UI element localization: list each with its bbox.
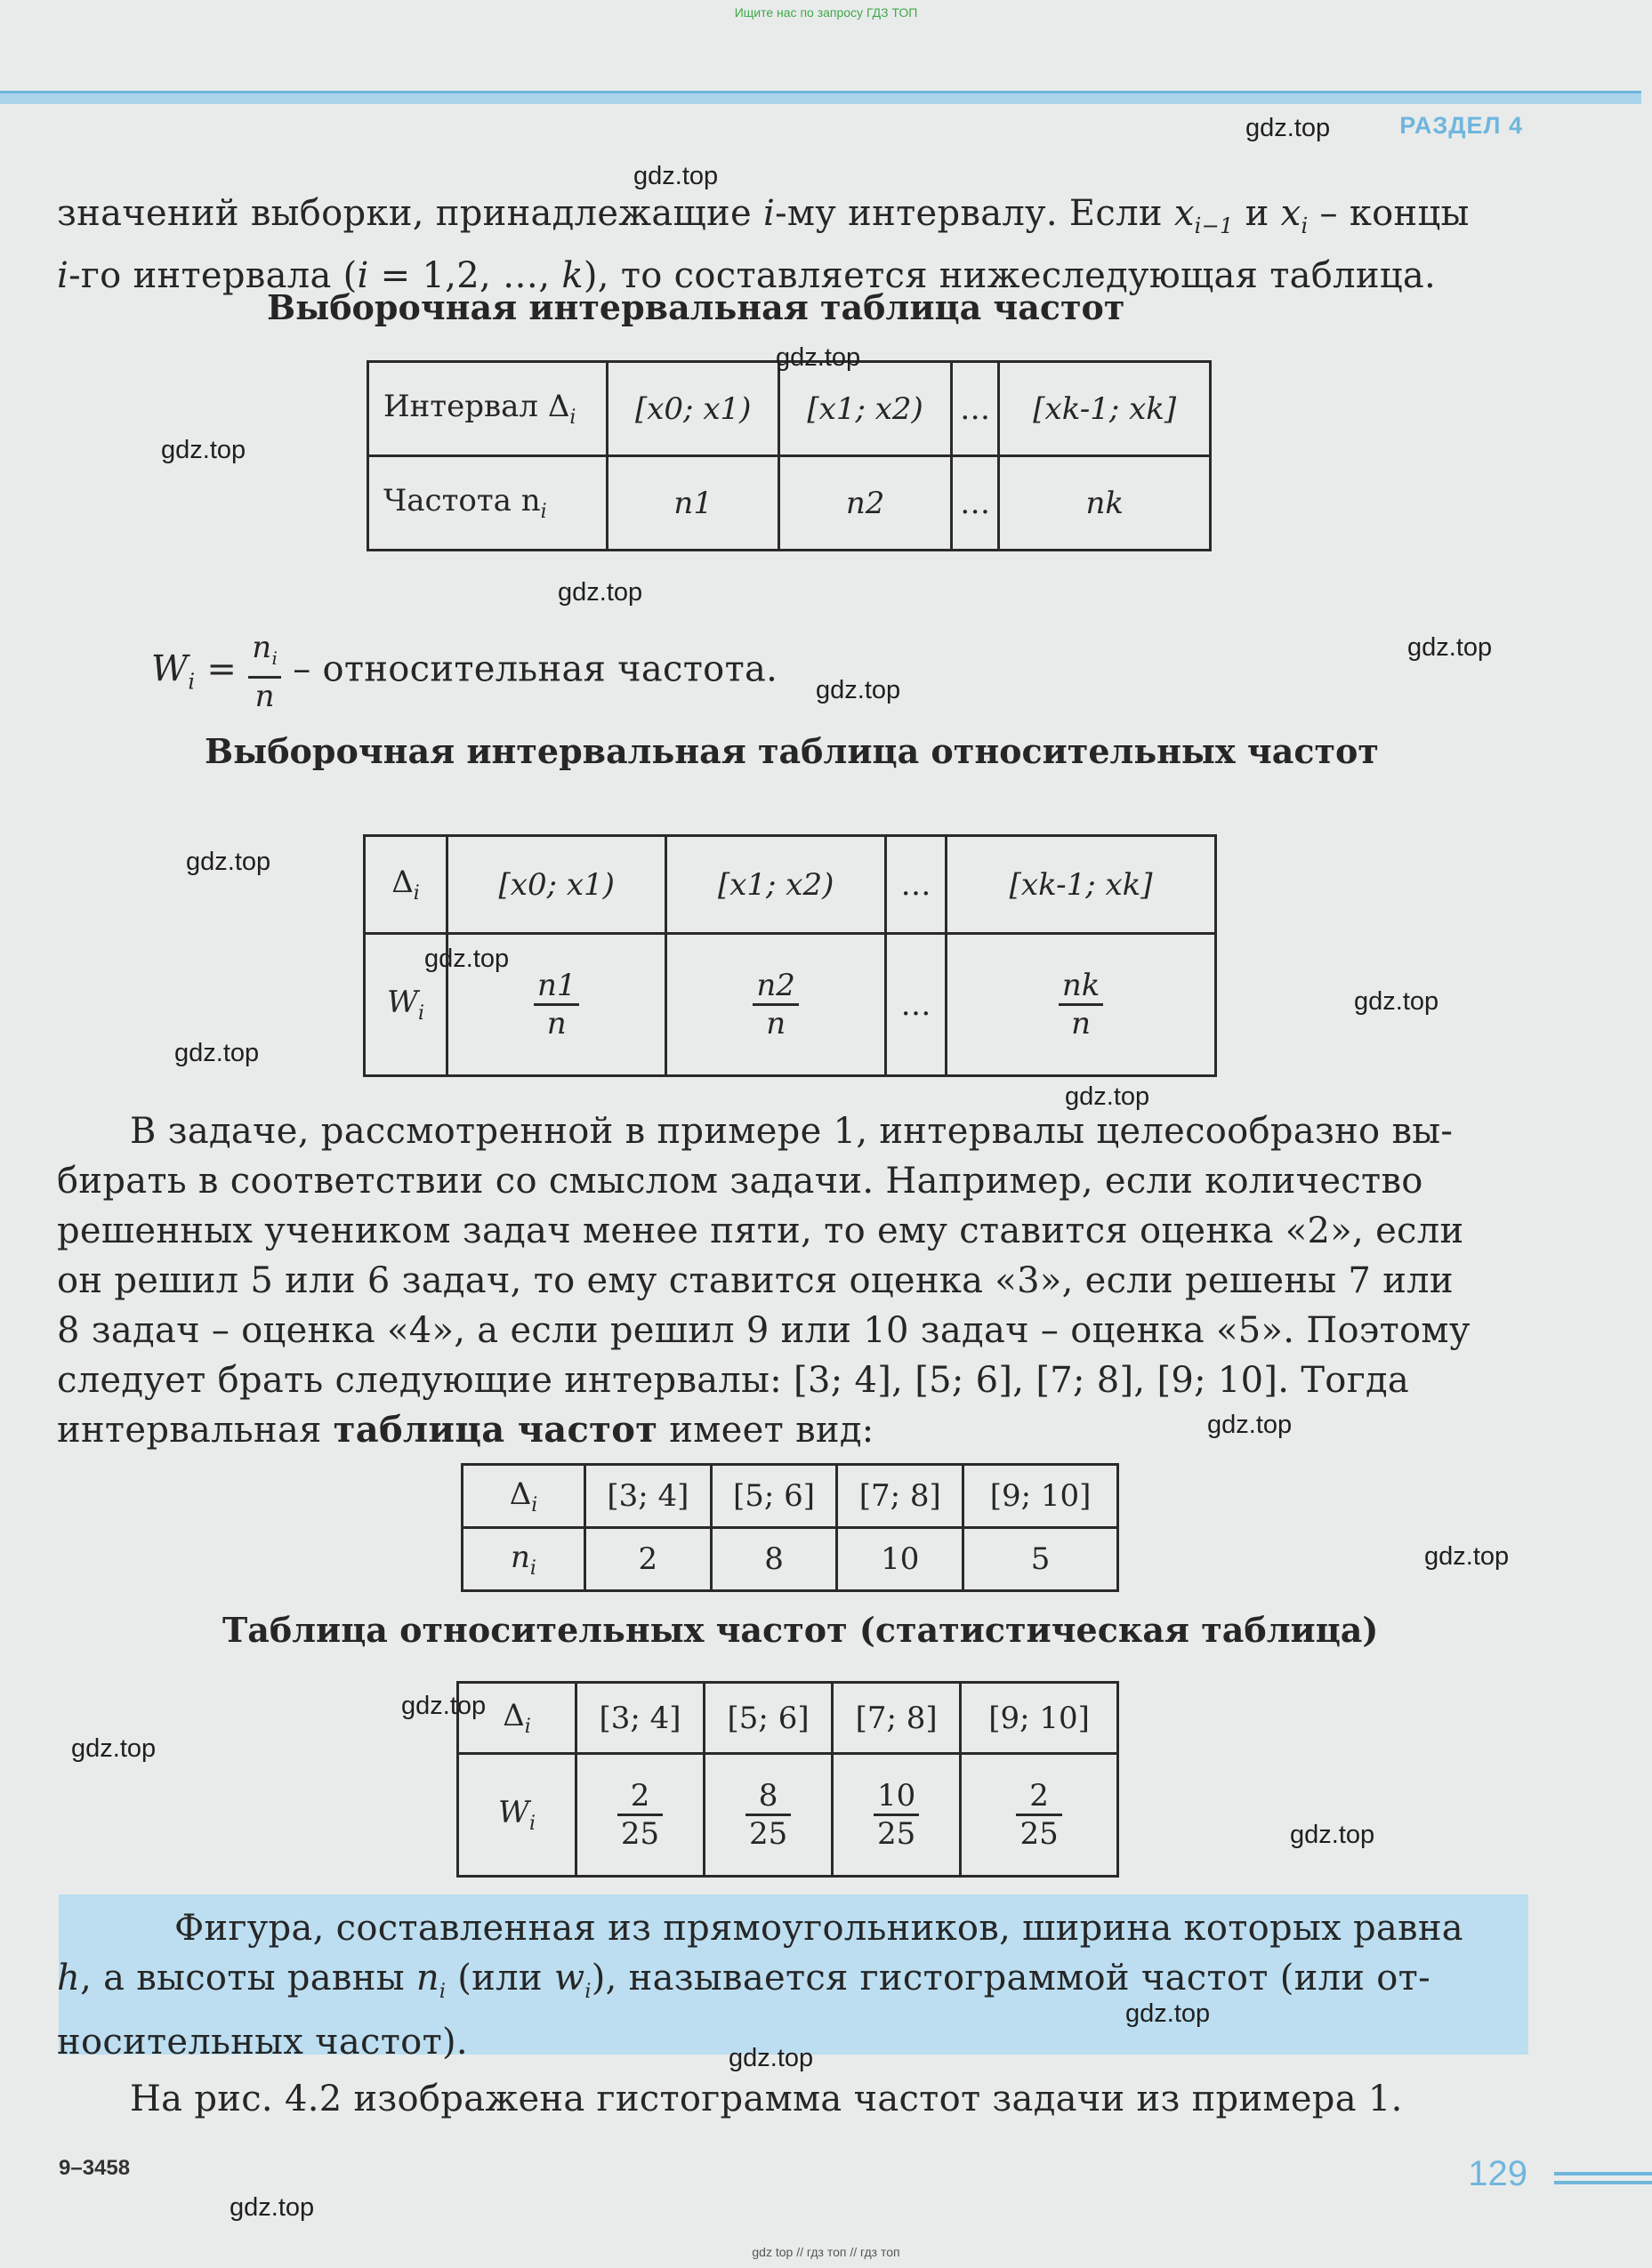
watermark: gdz.top (71, 1734, 157, 1763)
watermark: gdz.top (1424, 1542, 1510, 1571)
watermark: gdz.top (186, 848, 271, 876)
watermark: gdz.top (161, 436, 246, 464)
table4-cell: [7; 8] (833, 1683, 961, 1754)
section-label: РАЗДЕЛ 4 (1399, 112, 1523, 139)
table3-row1-label: $\Delta_i$ (463, 1465, 585, 1528)
definition-line: h, а высоты равны $n_i$ (или $w_i$), называется гистограммой частот (или от- (57, 1958, 1430, 2003)
table4-cell: [3; 4] (576, 1683, 705, 1754)
relative-frequency-formula: $W_i$ = $\frac{n_i}{n}$ – относительная частота. (151, 630, 778, 714)
table1-row1-label: Интервал $\Delta_i$ (368, 362, 608, 456)
table2-cell: [xk-1; xk] (947, 836, 1216, 934)
table4-title: Таблица относительных частот (статистическая таблица) (222, 1610, 1379, 1650)
table2-row2-label: $W_i$ (365, 934, 447, 1076)
table1-cell: [xk-1; xk] (999, 362, 1211, 456)
watermark: gdz.top (230, 2193, 315, 2222)
table2-row1-label: $\Delta_i$ (365, 836, 447, 934)
table1-cell: … (951, 362, 999, 456)
watermark: gdz.top (633, 162, 719, 190)
table4-cell: [9; 10] (961, 1683, 1118, 1754)
paragraph-intro-line2: i-го интервала (i = 1,2, …, k), то составляется нижеследующая таблица. (57, 255, 1437, 296)
table4-cell: [5; 6] (705, 1683, 833, 1754)
paragraph-example-line: бирать в соответствии со смыслом задачи. Например, если количество (57, 1161, 1423, 1202)
watermark: gdz.top (1245, 114, 1331, 142)
figure-reference: На рис. 4.2 изображена гистограмма частот задачи из примера 1. (130, 2079, 1403, 2119)
watermark: gdz.top (1125, 1999, 1211, 2028)
printer-signature: 9–3458 (59, 2156, 131, 2180)
table3-cell: [5; 6] (711, 1465, 837, 1528)
watermark: gdz.top (424, 945, 510, 973)
table1-cell: nk (999, 456, 1211, 551)
table3-cell: [7; 8] (837, 1465, 963, 1528)
watermark: gdz.top (729, 2044, 814, 2072)
watermark: gdz.top (401, 1692, 487, 1720)
table4-row2-label: $W_i$ (458, 1754, 576, 1877)
bottom-banner[interactable]: gdz top // гдз топ // гдз топ (752, 2245, 900, 2259)
paragraph-example-line: следует брать следующие интервалы: [3; 4], [5; 6], [7; 8], [9; 10]. Тогда (57, 1360, 1410, 1401)
paragraph-example (57, 1106, 1534, 1455)
watermark: gdz.top (816, 676, 901, 704)
table2-cell: $\frac{n1}{n}$ (447, 934, 666, 1076)
watermark: gdz.top (1354, 987, 1439, 1016)
definition-text (57, 1903, 1525, 2067)
interval-frequency-table (461, 1463, 1119, 1592)
table2-title: Выборочная интервальная таблица относительных частот (205, 731, 1379, 771)
page-number-rule (1554, 2172, 1652, 2176)
table1-row2-label: Частота $n_i$ (368, 456, 608, 551)
table2-cell: $\frac{nk}{n}$ (947, 934, 1216, 1076)
watermark: gdz.top (558, 578, 643, 607)
table3-cell: 10 (837, 1528, 963, 1591)
statistical-table (456, 1681, 1119, 1878)
paragraph-intro (57, 189, 1525, 301)
paragraph-example-line: интервальная таблица частот имеет вид: (57, 1409, 874, 1451)
table2-cell: $\frac{n2}{n}$ (666, 934, 885, 1076)
table2-cell: … (885, 934, 946, 1076)
watermark: gdz.top (1290, 1821, 1375, 1849)
page-number: 129 (1468, 2154, 1527, 2193)
watermark: gdz.top (174, 1039, 260, 1067)
table4-cell: $\frac{8}{25}$ (705, 1754, 833, 1877)
table4-cell: $\frac{2}{25}$ (961, 1754, 1118, 1877)
table4-cell: $\frac{2}{25}$ (576, 1754, 705, 1877)
table3-cell: 2 (585, 1528, 712, 1591)
table1-cell: … (951, 456, 999, 551)
watermark: gdz.top (1207, 1411, 1293, 1439)
paragraph-intro-line1: значений выборки, принадлежащие i-му интервалу. Если $x_{i-1}$ и $x_i$ – концы (57, 193, 1470, 238)
paragraph-example-line: 8 задач – оценка «4», а если решил 9 или 10 задач – оценка «5». Поэтому (57, 1310, 1471, 1351)
table3-cell: 8 (711, 1528, 837, 1591)
table4-cell: $\frac{10}{25}$ (833, 1754, 961, 1877)
frequency-table (367, 360, 1212, 551)
table1-cell: n2 (779, 456, 951, 551)
watermark: gdz.top (776, 343, 861, 372)
table1-cell: [x1; x2) (779, 362, 951, 456)
definition-line: Фигура, составленная из прямоугольников, ширина которых равна (174, 1908, 1463, 1949)
table3-cell: [9; 10] (963, 1465, 1118, 1528)
formula-fraction: $\frac{n_i}{n}$ (248, 630, 281, 714)
header-rule (0, 91, 1641, 104)
table2-cell: [x0; x1) (447, 836, 666, 934)
table1-title: Выборочная интервальная таблица частот (267, 287, 1125, 327)
top-banner[interactable]: Ищите нас по запросу ГДЗ ТОП (734, 5, 918, 20)
watermark: gdz.top (1065, 1082, 1150, 1111)
table2-cell: … (885, 836, 946, 934)
paragraph-example-line: решенных учеником задач менее пяти, то ему ставится оценка «2», если (57, 1210, 1464, 1251)
table1-cell: n1 (608, 456, 779, 551)
table3-cell: [3; 4] (585, 1465, 712, 1528)
table3-row2-label: $n_i$ (463, 1528, 585, 1591)
table1-cell: [x0; x1) (608, 362, 779, 456)
definition-line: носительных частот). (57, 2022, 468, 2063)
table4-row1-label: $\Delta_i$ (458, 1683, 576, 1754)
table2-cell: [x1; x2) (666, 836, 885, 934)
paragraph-example-line: он решил 5 или 6 задач, то ему ставится оценка «3», если решены 7 или (57, 1260, 1454, 1301)
paragraph-example-line: В задаче, рассмотренной в примере 1, интервалы целесообразно вы- (130, 1111, 1454, 1152)
table3-cell: 5 (963, 1528, 1118, 1591)
watermark: gdz.top (1407, 633, 1493, 662)
